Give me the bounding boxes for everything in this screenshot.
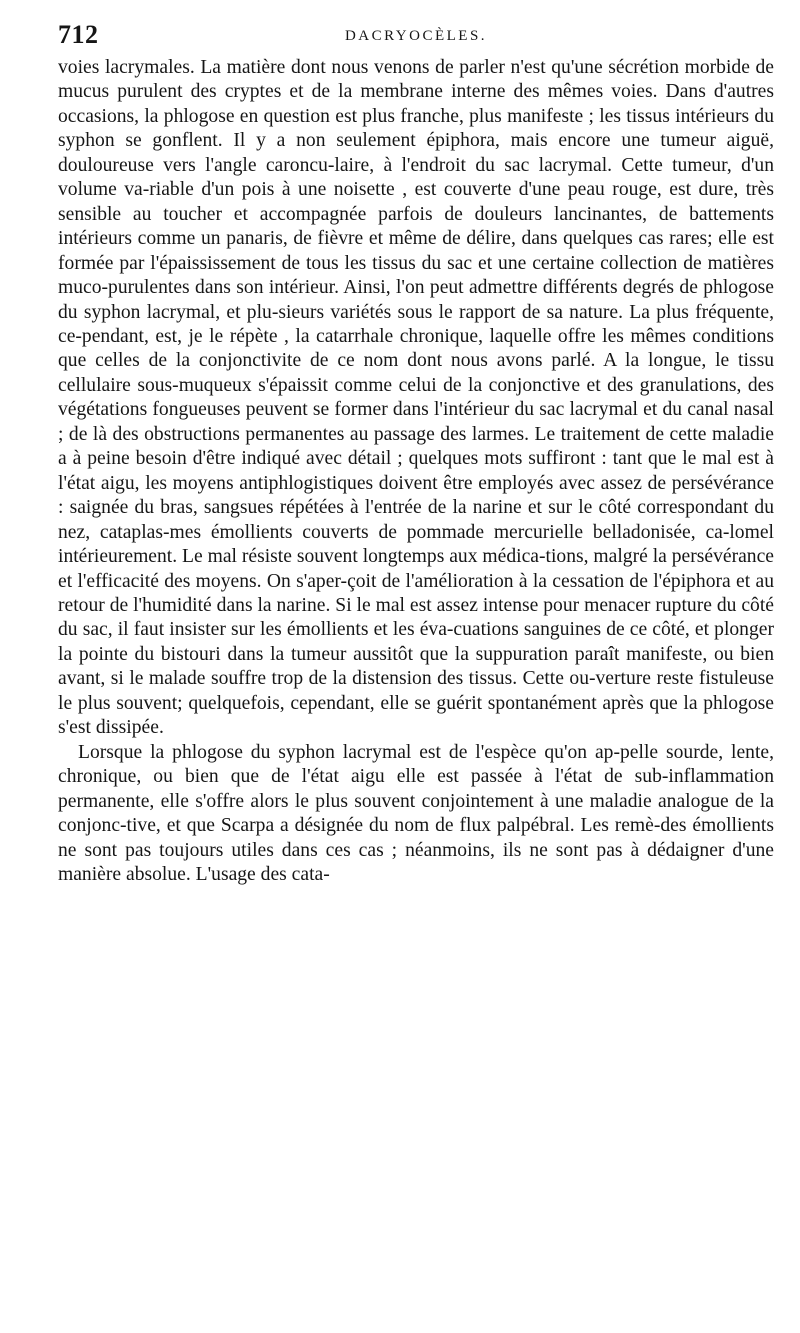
body-text [58, 56, 774, 887]
running-head: DACRYOCÈLES. [344, 28, 488, 44]
page-number: 712 [58, 20, 99, 49]
page-header [58, 16, 774, 56]
paragraph-2: Lorsque la phlogose du syphon lacrymal est de l'espèce qu'on ap-pelle sourde, lente, chronique, ou bien que de l'état aigu elle est passée à l'état de sub-inflammation permanente, elle s'offre alors le plus souvent conjointement à une maladie analogue de la conjonc-tive, et que Scarpa a désignée du nom de flux palpébral. Les remè-des émollients ne sont pas toujours utiles dans ces cas ; néanmoins, ils ne sont pas à dédaigner d'une manière absolue. L'usage des cata- [58, 741, 774, 885]
paragraph-1: voies lacrymales. La matière dont nous venons de parler n'est qu'une sécrétion morbide de mucus purulent des cryptes et de la membrane interne des mêmes voies. Dans d'autres occasions, la phlogose en question est plus franche, plus manifeste ; les tissus intérieurs du syphon se gonflent. Il y a non seulement épiphora, mais encore une tumeur aiguë, douloureuse vers l'angle caroncu-laire, à l'endroit du sac lacrymal. Cette tumeur, d'un volume va-riable d'un pois à une noisette , est couverte d'une peau rouge, est dure, très sensible au toucher et accompagnée parfois de douleurs lancinantes, de battements intérieurs comme un panaris, de fièvre et même de délire, dans quelques cas rares; elle est formée par l'épaississement de tous les tissus du sac et une certaine collection de matières muco-purulentes dans son intérieur. Ainsi, l'on peut admettre différents degrés de phlogose du syphon lacrymal, et plu-sieurs variétés sous le rapport de sa nature. La plus fréquente, ce-pendant, est, je le répète , la catarrhale chronique, laquelle offre les mêmes conditions que celles de la conjonctivite de ce nom dont nous avons parlé. A la longue, le tissu cellulaire sous-muqueux s'épaissit comme celui de la conjonctive et des granulations, des végétations fongueuses peuvent se former dans l'intérieur du sac lacrymal et du canal nasal ; de là des obstructions permanentes au passage des larmes. Le traitement de cette maladie a à peine besoin d'être indiqué avec détail ; quelques mots suffiront : tant que le mal est à l'état aigu, les moyens antiphlogistiques doivent être employés avec assez de persévérance : saignée du bras, sangsues répétées à l'entrée de la narine et sur le côté correspondant du nez, cataplas-mes émollients couverts de pommade mercurielle belladonisée, ca-lomel intérieurement. Le mal résiste souvent longtemps aux médica-tions, malgré la persévérance et l'efficacité des moyens. On s'aper-çoit de l'amélioration à la cessation de l'épiphora et au retour de l'humidité dans la narine. Si le mal est assez intense pour menacer rupture du côté du sac, il faut insister sur les émollients et les éva-cuations sanguines de ce côté, et plonger la pointe du bistouri dans la tumeur aussitôt que la suppuration paraît manifeste, ou bien avant, si le malade souffre trop de la distension des tissus. Cette ou-verture reste fistuleuse le plus souvent; quelquefois, cependant, elle se guérit spontanément après que la phlogose s'est dissipée. [58, 57, 774, 739]
